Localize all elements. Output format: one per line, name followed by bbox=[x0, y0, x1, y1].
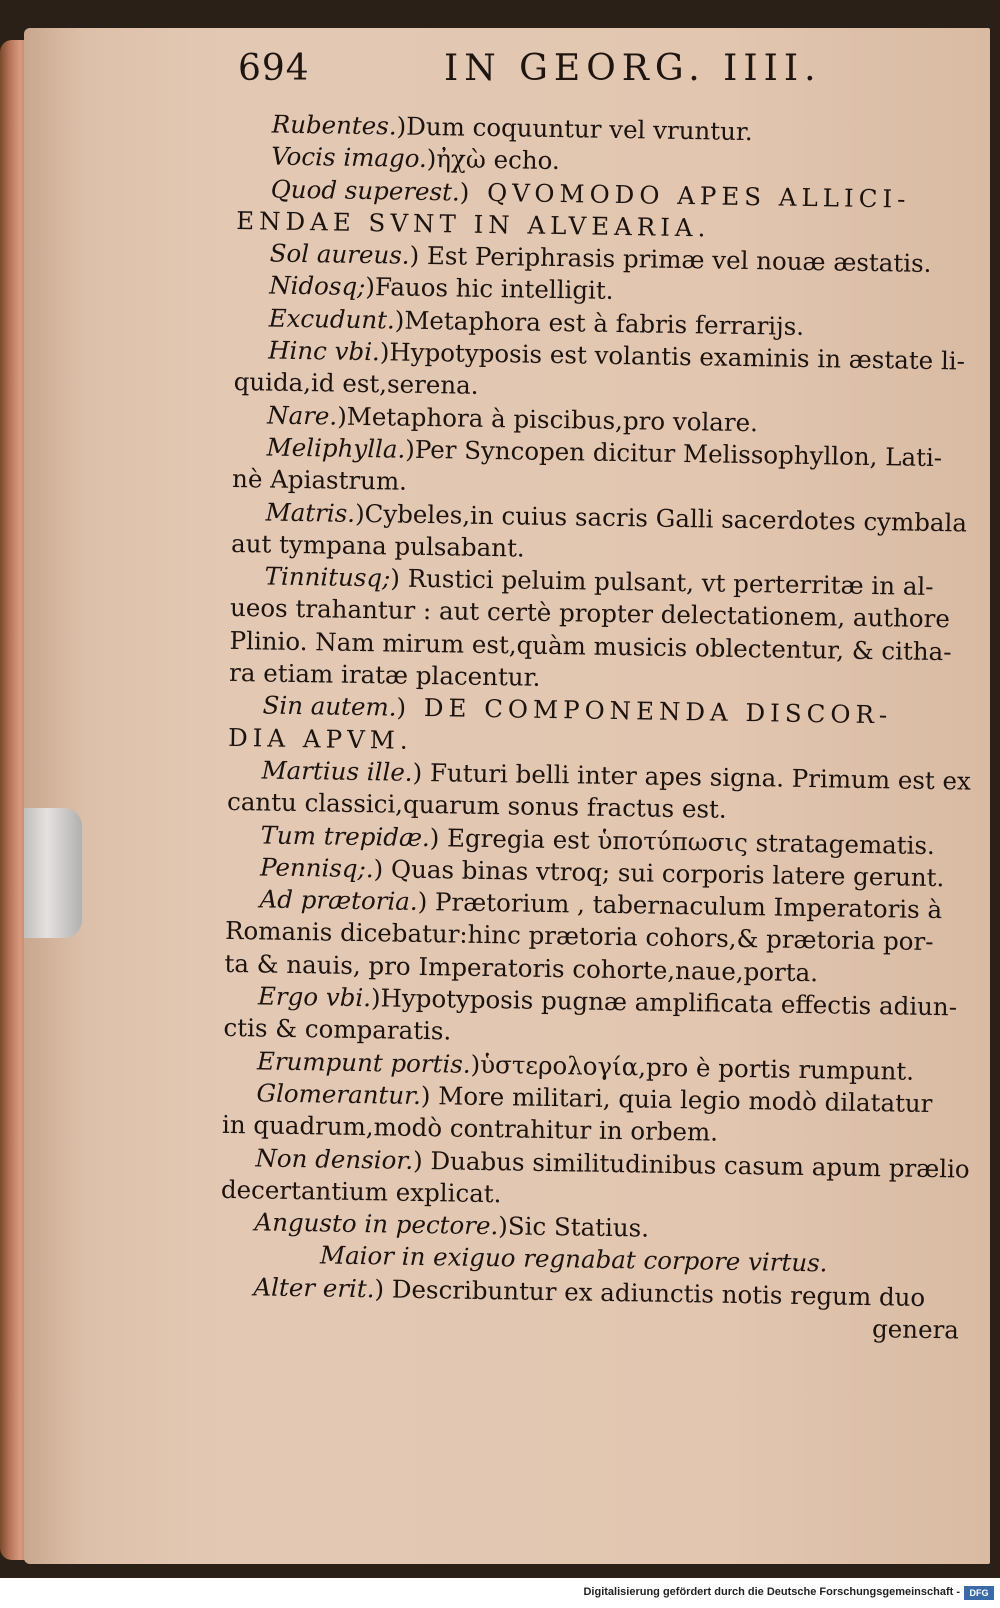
commentary: decertantium explicat. bbox=[220, 1174, 502, 1209]
commentary: )Metaphora à piscibus,pro volare. bbox=[336, 401, 759, 437]
commentary: ) Est Periphrasis primæ vel nouæ æstatis. bbox=[409, 240, 932, 279]
commentary: ) Describuntur ex adiunctis notis regum duo bbox=[374, 1273, 926, 1312]
commentary: )Metaphora est à fabris ferrarijs. bbox=[394, 305, 805, 341]
commentary: ) Duabus similitudinibus casum apum prælio bbox=[412, 1145, 970, 1184]
dfg-logo-icon: DFG bbox=[964, 1586, 994, 1600]
commentary: Romanis dicebatur:hinc prætoria cohors,& prætoria por- bbox=[224, 916, 934, 957]
commentary: ) Quas binas vtroq; sui corporis latere gerunt. bbox=[373, 854, 945, 893]
commentary: in quadrum,modò contrahitur in orbem. bbox=[221, 1110, 719, 1147]
lemma: Hinc vbi. bbox=[267, 335, 381, 367]
lemma: Rubentes. bbox=[271, 109, 397, 141]
lemma: Ergo vbi. bbox=[257, 981, 372, 1013]
lemma: Sol aureus. bbox=[269, 238, 410, 270]
lemma: Alter erit. bbox=[253, 1272, 375, 1303]
commentary: )Hypotyposis pugnæ amplificata effectis adiun- bbox=[370, 983, 958, 1022]
lemma: Glomerantur. bbox=[256, 1078, 422, 1110]
commentary: ra etiam iratæ placentur. bbox=[228, 657, 541, 692]
commentary: )Hypotyposis est volantis examinis in æstate li- bbox=[379, 337, 966, 376]
lemma: Tum trepidæ. bbox=[260, 819, 431, 852]
running-head: IN GEORG. IIII. bbox=[444, 48, 822, 89]
lemma: Nare. bbox=[266, 400, 338, 431]
commentary: cantu classici,quarum sonus fractus est. bbox=[226, 787, 727, 824]
lemma: Meliphylla. bbox=[266, 432, 406, 464]
commentary: )Dum coquuntur vel vruntur. bbox=[396, 111, 753, 147]
commentary: ueos trahantur : aut certè propter delectationem, authore bbox=[229, 593, 951, 634]
lemma: Ad prætoria. bbox=[259, 884, 418, 917]
commentary: Maior in exiguo regnabat corpore virtus. bbox=[319, 1240, 828, 1278]
lemma: Angusto in pectore. bbox=[254, 1207, 499, 1241]
commentary: )Fauos hic intelligit. bbox=[365, 272, 614, 306]
commentary: aut tympana pulsabant. bbox=[230, 528, 525, 563]
commentary-text bbox=[219, 108, 978, 1347]
commentary: )ὑστερολογία,pro è portis rumpunt. bbox=[470, 1049, 915, 1086]
commentary: ) Egregia est ὑποτύπωσις stratagematis. bbox=[429, 822, 936, 860]
footer-credit: Digitalisierung gefördert durch die Deutsche Forschungsgemeinschaft - bbox=[583, 1586, 960, 1598]
commentary: ) More militari, quia legio modò dilatatur bbox=[420, 1080, 933, 1118]
page-number: 694 bbox=[238, 48, 310, 89]
commentary: ta & nauis, pro Imperatoris cohorte,naue,porta. bbox=[224, 948, 819, 987]
commentary: )Per Syncopen dicitur Melissophyllon, Lati- bbox=[405, 434, 943, 473]
lemma: Quod superest. bbox=[270, 174, 460, 207]
commentary: ENDAE SVNT IN ALVEARIA. bbox=[236, 205, 711, 243]
commentary: )Sic Statius. bbox=[498, 1211, 650, 1243]
lemma: Sin autem. bbox=[262, 690, 397, 722]
commentary: ) Futuri belli inter apes signa. Primum est ex bbox=[412, 757, 972, 796]
lemma: Matris. bbox=[265, 497, 356, 528]
book-clip bbox=[24, 808, 82, 938]
commentary: ) Rustici peluim pulsant, vt perterritæ in al- bbox=[390, 563, 934, 602]
commentary: ) Prætorium , tabernaculum Imperatoris à bbox=[417, 887, 943, 925]
commentary: )Cybeles,in cuius sacris Galli sacerdotes cymbala bbox=[354, 498, 968, 538]
commentary: ) DE COMPONENDA DISCOR- bbox=[396, 692, 893, 730]
page-header bbox=[238, 48, 998, 102]
lemma: Non densior. bbox=[255, 1142, 414, 1175]
commentary: nè Apiastrum. bbox=[231, 464, 408, 496]
lemma: Martius ille. bbox=[261, 755, 413, 787]
commentary: ctis & comparatis. bbox=[223, 1013, 452, 1046]
lemma: Excudunt. bbox=[268, 303, 395, 335]
commentary: DIA APVM. bbox=[227, 722, 413, 755]
commentary: )ἠχὼ echo. bbox=[426, 144, 560, 176]
lemma: Vocis imago. bbox=[271, 141, 428, 174]
commentary: ) QVOMODO APES ALLICI- bbox=[459, 177, 911, 214]
lemma: Nidosq; bbox=[268, 270, 366, 302]
commentary: quida,id est,serena. bbox=[233, 367, 479, 401]
catchword: genera bbox=[871, 1314, 960, 1345]
digitization-footer bbox=[0, 1578, 1000, 1608]
commentary: Plinio. Nam mirum est,quàm musicis oblectentur, & citha- bbox=[229, 625, 952, 667]
lemma: Erumpunt portis. bbox=[256, 1046, 471, 1079]
lemma: Pennisq;. bbox=[259, 852, 374, 884]
lemma: Tinnitusq; bbox=[264, 561, 391, 593]
